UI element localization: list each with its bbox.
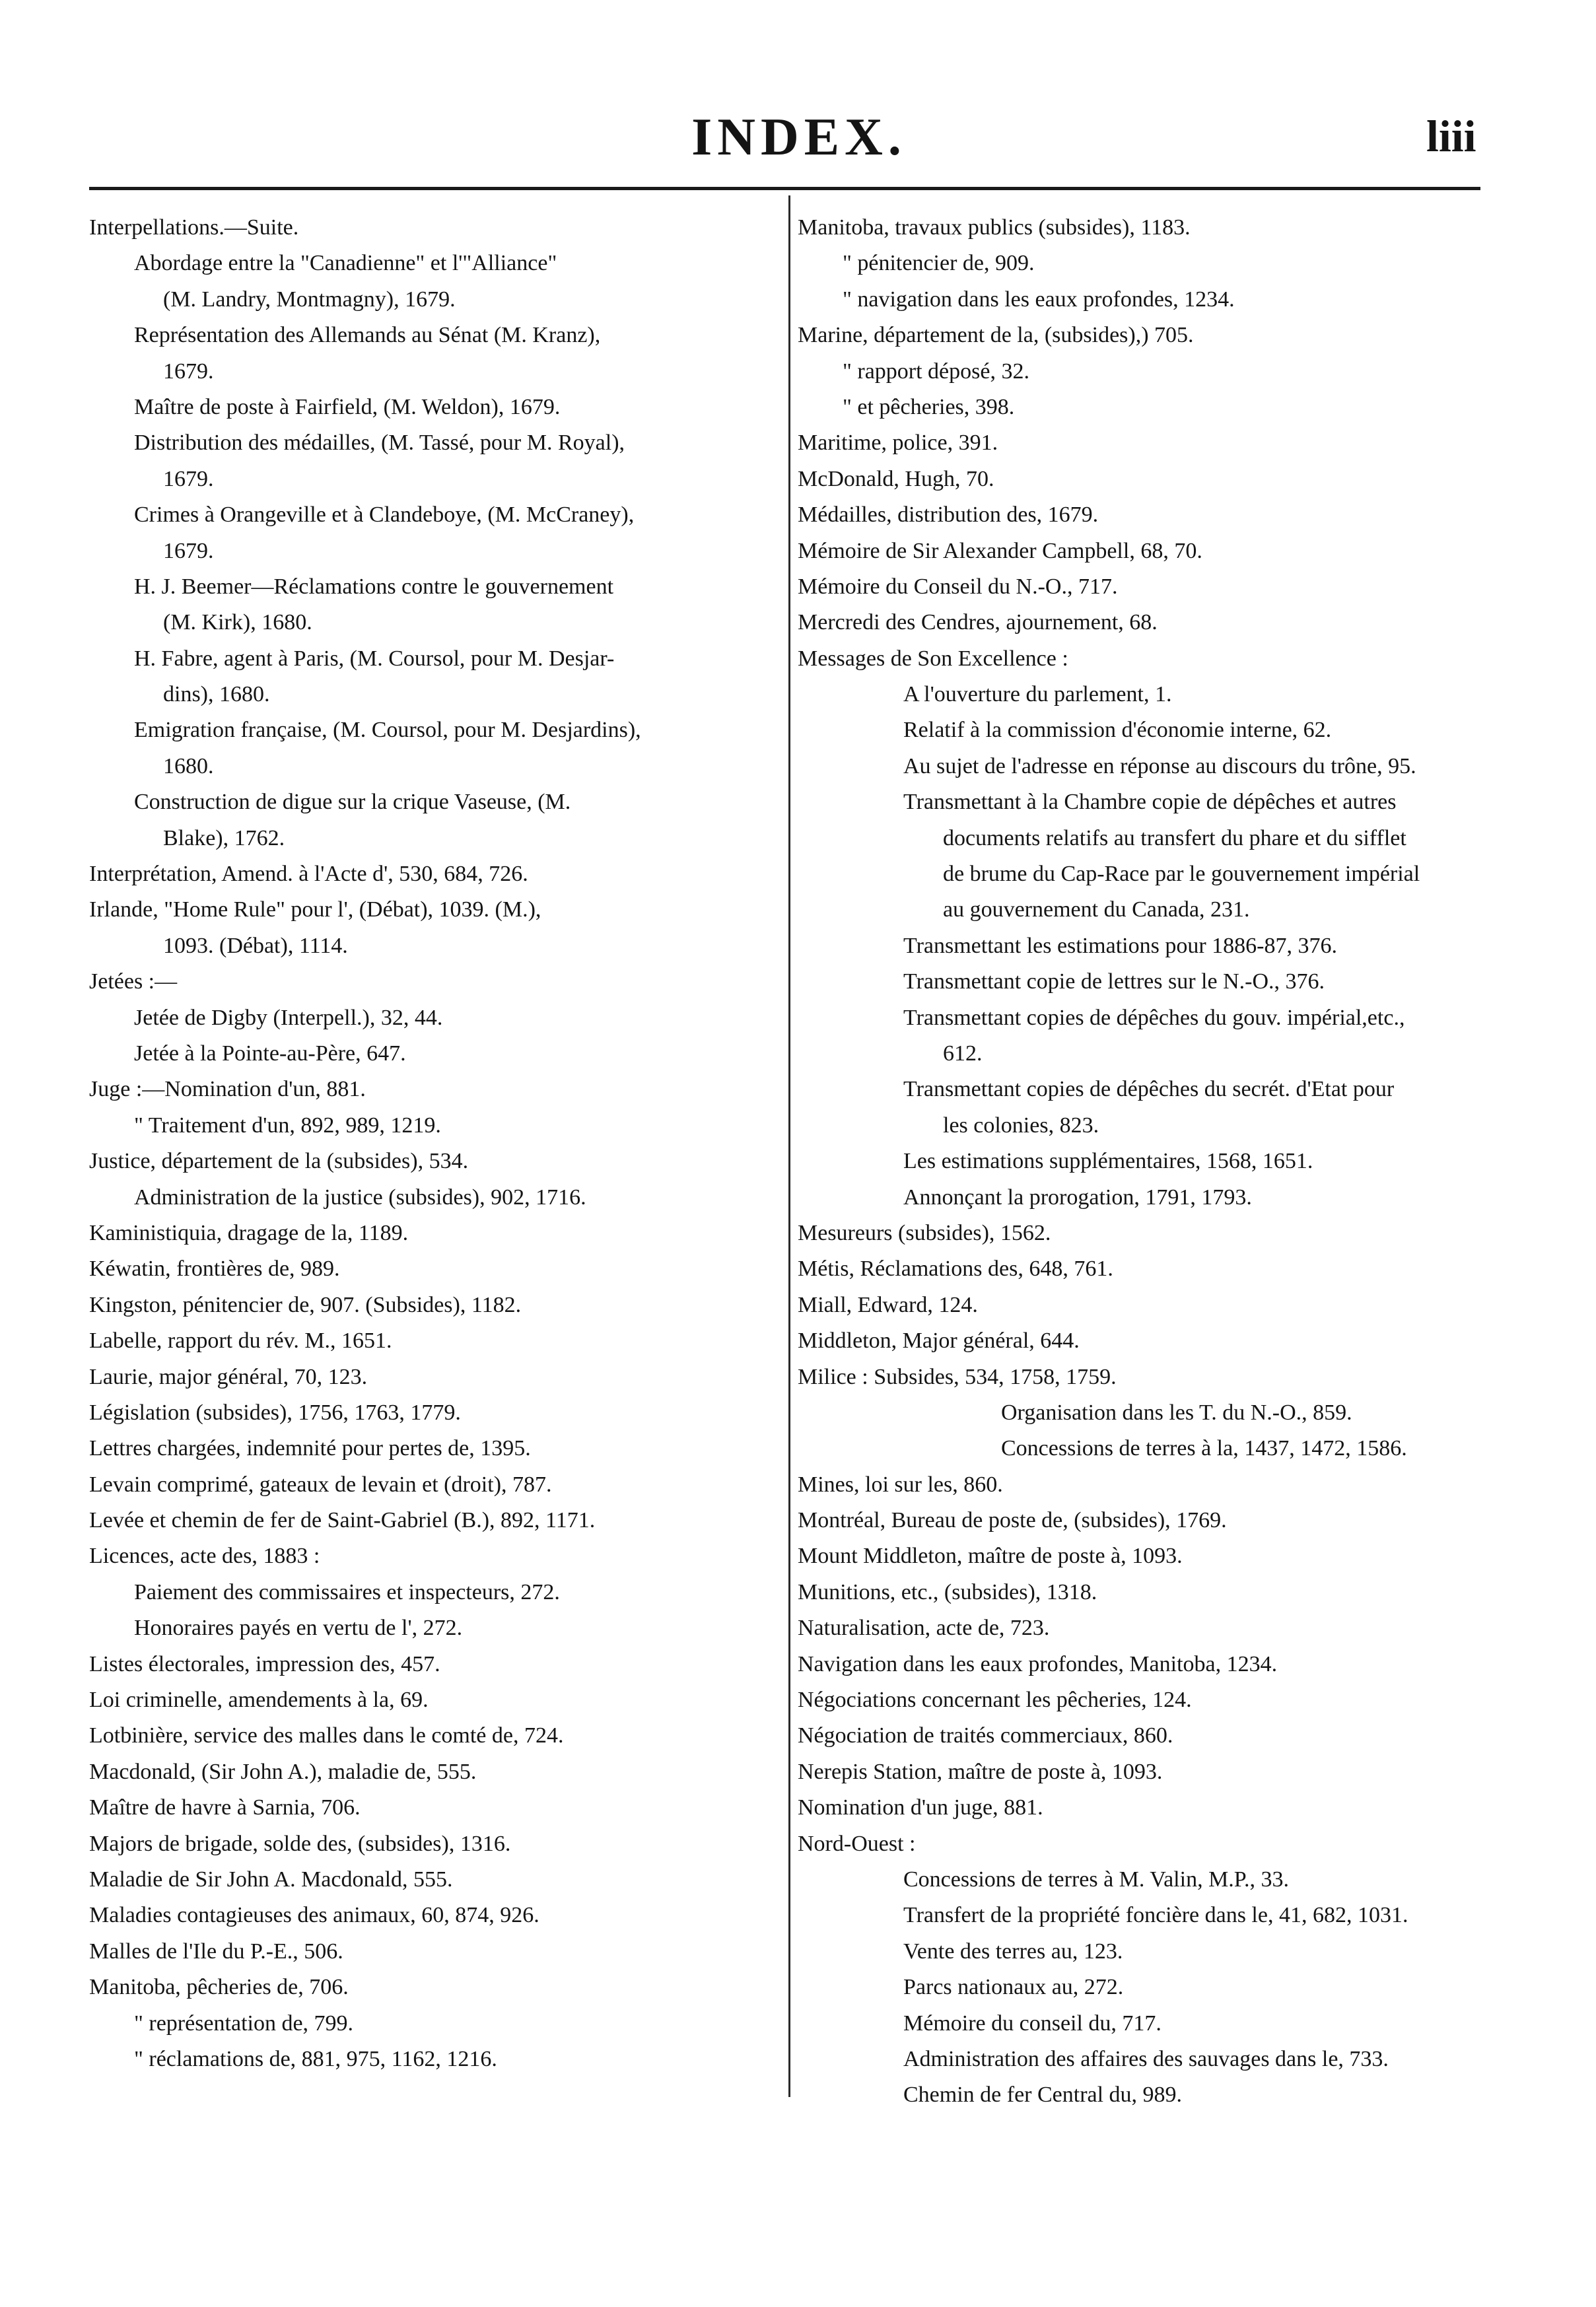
index-entry: Milice : Subsides, 534, 1758, 1759. — [798, 1364, 1117, 1389]
index-subentry: 1679. — [163, 538, 214, 563]
index-entry: Labelle, rapport du rév. M., 1651. — [89, 1328, 392, 1354]
index-entry: Nomination d'un juge, 881. — [798, 1795, 1043, 1820]
index-subentry: 1093. (Débat), 1114. — [163, 933, 348, 958]
index-subentry: Représentation des Allemands au Sénat (M. Kranz), — [134, 323, 601, 348]
index-entry: Munitions, etc., (subsides), 1318. — [798, 1579, 1097, 1604]
index-subentry: Concessions de terres à la, 1437, 1472, 1586. — [1001, 1436, 1407, 1461]
index-subentry: " représentation de, 799. — [134, 2011, 354, 2036]
index-entry: Macdonald, (Sir John A.), maladie de, 555. — [89, 1759, 477, 1784]
index-subentry: " et pêcheries, 398. — [843, 394, 1015, 419]
index-entry: Lotbinière, service des malles dans le comté de, 724. — [89, 1723, 564, 1748]
index-subentry: Transmettant copies de dépêches du secrét. d'Etat pour — [903, 1077, 1395, 1102]
index-subentry: Concessions de terres à M. Valin, M.P., 33. — [903, 1867, 1289, 1892]
index-subentry: A l'ouverture du parlement, 1. — [903, 682, 1172, 707]
index-subentry: " pénitencier de, 909. — [843, 251, 1035, 276]
index-entry: Marine, département de la, (subsides),) 705. — [798, 323, 1194, 348]
index-entry: Maladies contagieuses des animaux, 60, 874, 926. — [89, 1903, 539, 1928]
index-entry: Levain comprimé, gateaux de levain et (droit), 787. — [89, 1472, 552, 1497]
index-subentry: 612. — [943, 1041, 983, 1066]
index-subentry: Paiement des commissaires et inspecteurs, 272. — [134, 1579, 560, 1604]
index-entry: Métis, Réclamations des, 648, 761. — [798, 1257, 1113, 1282]
index-entry: Législation (subsides), 1756, 1763, 1779. — [89, 1400, 461, 1425]
index-entry: Manitoba, travaux publics (subsides), 1183. — [798, 215, 1191, 240]
index-entry: Naturalisation, acte de, 723. — [798, 1616, 1050, 1641]
index-subentry: les colonies, 823. — [943, 1113, 1099, 1138]
index-entry: Laurie, major général, 70, 123. — [89, 1364, 368, 1389]
index-subentry: Administration de la justice (subsides), 902, 1716. — [134, 1185, 586, 1210]
index-entry: Kingston, pénitencier de, 907. (Subsides), 1182. — [89, 1292, 522, 1317]
index-entry: Nord-Ouest : — [798, 1831, 916, 1856]
index-subentry: Jetée de Digby (Interpell.), 32, 44. — [134, 1005, 443, 1030]
index-entry: McDonald, Hugh, 70. — [798, 466, 994, 491]
index-entry: Négociation de traités commerciaux, 860. — [798, 1723, 1173, 1748]
index-subentry: Transmettant copie de lettres sur le N.-O., 376. — [903, 969, 1325, 994]
index-entry: Nerepis Station, maître de poste à, 1093. — [798, 1759, 1163, 1784]
index-entry: Navigation dans les eaux profondes, Manitoba, 1234. — [798, 1651, 1278, 1676]
index-entry: Mount Middleton, maître de poste à, 1093. — [798, 1544, 1183, 1569]
index-entry: Irlande, "Home Rule" pour l', (Débat), 1039. (M.), — [89, 897, 541, 922]
header-rule — [89, 187, 1480, 190]
index-subentry: H. J. Beemer—Réclamations contre le gouvernement — [134, 574, 614, 599]
index-subentry: " Traitement d'un, 892, 989, 1219. — [134, 1113, 441, 1138]
index-entry: Mines, loi sur les, 860. — [798, 1472, 1003, 1497]
index-entry: Juge :—Nomination d'un, 881. — [89, 1077, 366, 1102]
index-subentry: (M. Kirk), 1680. — [163, 610, 312, 635]
index-entry: Justice, département de la (subsides), 534. — [89, 1149, 469, 1174]
index-subentry: documents relatifs au transfert du phare et du sifflet — [943, 825, 1406, 850]
index-entry: Kaministiquia, dragage de la, 1189. — [89, 1220, 409, 1245]
index-subentry: de brume du Cap-Race par le gouvernement impérial — [943, 862, 1420, 887]
index-entry: Interpellations.—Suite. — [89, 215, 299, 240]
index-subentry: Transmettant à la Chambre copie de dépêches et autres — [903, 790, 1397, 815]
index-entry: Mercredi des Cendres, ajournement, 68. — [798, 610, 1158, 635]
index-subentry: Mémoire du conseil du, 717. — [903, 2011, 1162, 2036]
index-subentry: Transfert de la propriété foncière dans le, 41, 682, 1031. — [903, 1903, 1408, 1928]
index-subentry: Maître de poste à Fairfield, (M. Weldon), 1679. — [134, 394, 561, 419]
index-subentry: au gouvernement du Canada, 231. — [943, 897, 1250, 922]
right-column — [798, 210, 1488, 2114]
index-entry: Montréal, Bureau de poste de, (subsides), 1769. — [798, 1508, 1227, 1533]
page-number: liii — [1426, 111, 1476, 161]
index-entry: Maritime, police, 391. — [798, 430, 998, 456]
index-subentry: " navigation dans les eaux profondes, 1234. — [843, 287, 1235, 312]
index-subentry: " rapport déposé, 32. — [843, 359, 1029, 384]
index-entry: Miall, Edward, 124. — [798, 1292, 978, 1317]
index-subentry: Administration des affaires des sauvages dans le, 733. — [903, 2046, 1389, 2071]
index-subentry: 1679. — [163, 466, 214, 491]
index-subentry: Transmettant les estimations pour 1886-87, 376. — [903, 933, 1337, 958]
page-title: INDEX. — [691, 108, 907, 166]
index-subentry: Au sujet de l'adresse en réponse au discours du trône, 95. — [903, 753, 1416, 778]
index-entry: Loi criminelle, amendements à la, 69. — [89, 1688, 429, 1713]
column-divider — [788, 195, 790, 2097]
index-entry: Mesureurs (subsides), 1562. — [798, 1220, 1051, 1245]
index-entry: Maître de havre à Sarnia, 706. — [89, 1795, 361, 1820]
index-entry: Maladie de Sir John A. Macdonald, 555. — [89, 1867, 453, 1892]
index-entry: Malles de l'Ile du P.-E., 506. — [89, 1939, 343, 1964]
index-subentry: Relatif à la commission d'économie interne, 62. — [903, 718, 1332, 743]
index-subentry: dins), 1680. — [163, 682, 270, 707]
index-subentry: 1679. — [163, 359, 214, 384]
index-subentry: Annonçant la prorogation, 1791, 1793. — [903, 1185, 1252, 1210]
index-subentry: Chemin de fer Central du, 989. — [903, 2083, 1183, 2108]
index-subentry: Les estimations supplémentaires, 1568, 1651. — [903, 1149, 1313, 1174]
index-subentry: Emigration française, (M. Coursol, pour M. Desjardins), — [134, 718, 641, 743]
index-subentry: (M. Landry, Montmagny), 1679. — [163, 287, 456, 312]
index-subentry: 1680. — [163, 753, 214, 778]
index-entry: Jetées :— — [89, 969, 178, 994]
index-entry: Négociations concernant les pêcheries, 124. — [798, 1688, 1192, 1713]
index-subentry: Honoraires payés en vertu de l', 272. — [134, 1616, 463, 1641]
index-entry: Listes électorales, impression des, 457. — [89, 1651, 440, 1676]
index-entry: Lettres chargées, indemnité pour pertes de, 1395. — [89, 1436, 531, 1461]
index-entry: Licences, acte des, 1883 : — [89, 1544, 320, 1569]
index-subentry: H. Fabre, agent à Paris, (M. Coursol, pour M. Desjar- — [134, 646, 615, 671]
index-subentry: Parcs nationaux au, 272. — [903, 1975, 1124, 2000]
index-subentry: Jetée à la Pointe-au-Père, 647. — [134, 1041, 406, 1066]
index-entry: Majors de brigade, solde des, (subsides), 1316. — [89, 1831, 511, 1856]
index-entry: Middleton, Major général, 644. — [798, 1328, 1080, 1354]
index-subentry: Transmettant copies de dépêches du gouv. impérial,etc., — [903, 1005, 1405, 1030]
index-entry: Interprétation, Amend. à l'Acte d', 530, 684, 726. — [89, 862, 528, 887]
left-column — [89, 210, 779, 2077]
index-entry: Messages de Son Excellence : — [798, 646, 1068, 671]
index-entry: Levée et chemin de fer de Saint-Gabriel (B.), 892, 1171. — [89, 1508, 596, 1533]
index-subentry: Crimes à Orangeville et à Clandeboye, (M. McCraney), — [134, 502, 635, 528]
index-entry: Médailles, distribution des, 1679. — [798, 502, 1099, 528]
index-entry: Kéwatin, frontières de, 989. — [89, 1257, 340, 1282]
index-subentry: Construction de digue sur la crique Vaseuse, (M. — [134, 790, 571, 815]
index-entry: Manitoba, pêcheries de, 706. — [89, 1975, 349, 2000]
index-subentry: " réclamations de, 881, 975, 1162, 1216. — [134, 2046, 497, 2071]
index-subentry: Abordage entre la "Canadienne" et l'"Alliance" — [134, 251, 557, 276]
index-subentry: Vente des terres au, 123. — [903, 1939, 1123, 1964]
index-entry: Mémoire de Sir Alexander Campbell, 68, 70. — [798, 538, 1202, 563]
index-subentry: Organisation dans les T. du N.-O., 859. — [1001, 1400, 1352, 1425]
index-subentry: Distribution des médailles, (M. Tassé, pour M. Royal), — [134, 430, 625, 456]
index-entry: Mémoire du Conseil du N.-O., 717. — [798, 574, 1118, 599]
index-subentry: Blake), 1762. — [163, 825, 285, 850]
